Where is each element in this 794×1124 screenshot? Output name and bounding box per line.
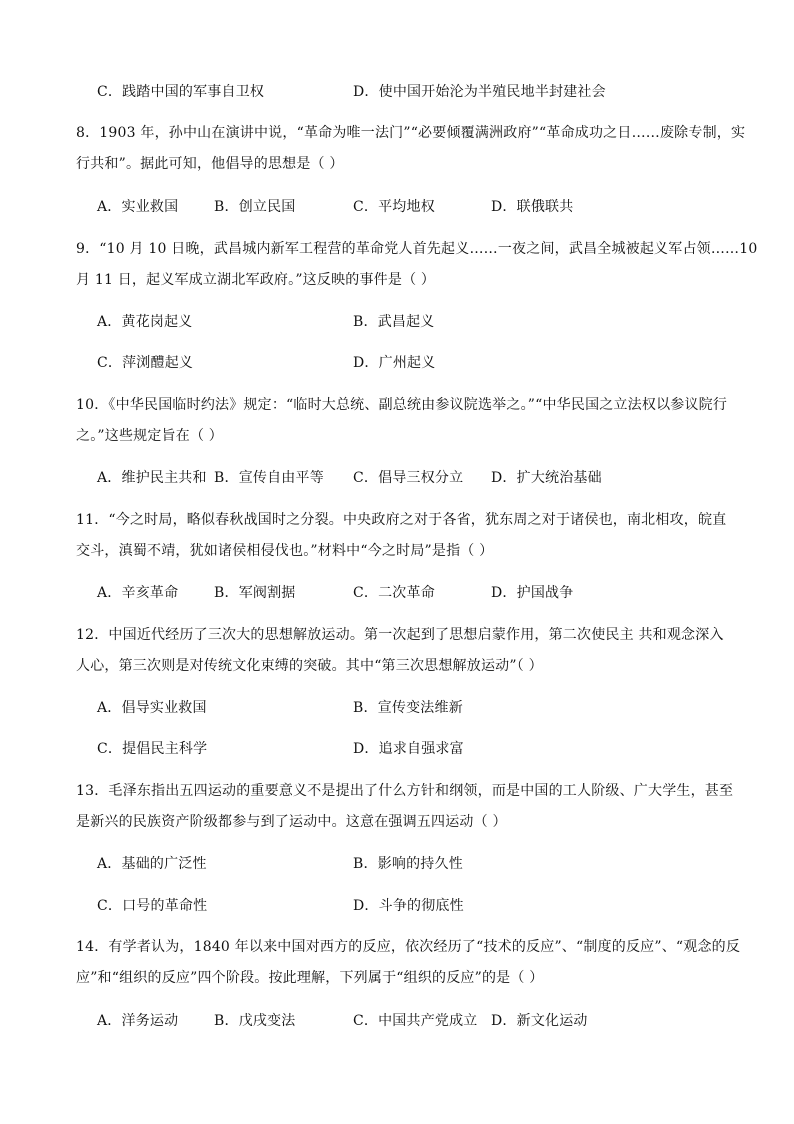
q12-stem-line2: 人心，第三次则是对传统文化束缚的突破。其中“第三次思想解放运动”（ ） [76, 658, 543, 674]
q11-stem-line1: 11．“今之时局，略似春秋战国时之分裂。中央政府之对于各省，犹东周之对于诸侯也，南北相攻，皖直 [76, 512, 727, 528]
q8-stem-line2: 行共和”。据此可知，他倡导的思想是（ ） [76, 156, 344, 172]
q8-stem-line1: 8．1903 年，孙中山在演讲中说，“革命为唯一法门”“必要倾覆满洲政府”“革命成功之日……废除专制，实 [76, 125, 746, 141]
q9-stem-line1: 9．“10 月 10 日晚，武昌城内新军工程营的革命党人首先起义……一夜之间，武昌全城被起义军占领……10 [76, 241, 758, 257]
q8-option-d[interactable]: D．联俄联共 [491, 199, 574, 215]
q7-option-d[interactable]: D．使中国开始沦为半殖民地半封建社会 [353, 84, 606, 100]
q14-option-a[interactable]: A．洋务运动 [97, 1013, 179, 1029]
q14-stem-line1: 14．有学者认为，1840 年以来中国对西方的反应，依次经历了“技术的反应”、“制度的反应”、“观念的反 [76, 939, 741, 955]
q9-option-d[interactable]: D．广州起义 [353, 355, 436, 371]
q7-option-c[interactable]: C．践踏中国的军事自卫权 [97, 84, 265, 100]
q14-option-d[interactable]: D．新文化运动 [491, 1013, 588, 1029]
q12-option-a[interactable]: A．倡导实业救国 [97, 700, 207, 716]
q12-stem-line1: 12．中国近代经历了三次大的思想解放运动。第一次起到了思想启蒙作用，第二次使民主 共和观念深入 [76, 627, 724, 643]
q11-option-d[interactable]: D．护国战争 [491, 585, 574, 601]
q10-stem-line2: 之。”这些规定旨在（ ） [76, 428, 224, 444]
q13-option-c[interactable]: C．口号的革命性 [97, 898, 208, 914]
q12-option-c[interactable]: C．提倡民主科学 [97, 741, 208, 757]
q14-option-c[interactable]: C．中国共产党成立 [353, 1013, 478, 1029]
q14-stem-line2: 应”和“组织的反应”四个阶段。按此理解，下列属于“组织的反应”的是（ ） [76, 970, 544, 986]
q9-option-c[interactable]: C．萍浏醴起义 [97, 355, 194, 371]
q10-option-a[interactable]: A．维护民主共和 [97, 470, 207, 486]
q10-option-c[interactable]: C．倡导三权分立 [353, 470, 464, 486]
q11-stem-line2: 交斗，滇蜀不靖，犹如诸侯相侵伐也。”材料中“今之时局”是指（ ） [76, 543, 494, 559]
q14-option-b[interactable]: B．戊戌变法 [214, 1013, 296, 1029]
q13-stem-line1: 13．毛泽东指出五四运动的重要意义不是提出了什么方针和纲领，而是中国的工人阶级、广大学生，甚至 [76, 783, 734, 799]
q12-option-b[interactable]: B．宣传变法维新 [353, 700, 463, 716]
q11-option-a[interactable]: A．辛亥革命 [97, 585, 179, 601]
q12-option-d[interactable]: D．追求自强求富 [353, 741, 464, 757]
q8-option-a[interactable]: A．实业救国 [97, 199, 179, 215]
q10-stem-line1: 10．《中华民国临时约法》规定：“临时大总统、副总统由参议院选举之。”“中华民国之立法权以参议院行 [76, 397, 728, 413]
q9-option-b[interactable]: B．武昌起义 [353, 314, 435, 330]
q9-option-a[interactable]: A．黄花岗起义 [97, 314, 193, 330]
q10-option-d[interactable]: D．扩大统治基础 [491, 470, 602, 486]
q10-option-b[interactable]: B．宣传自由平等 [214, 470, 324, 486]
q13-option-d[interactable]: D．斗争的彻底性 [353, 898, 464, 914]
q11-option-c[interactable]: C．二次革命 [353, 585, 435, 601]
q11-option-b[interactable]: B．军阀割据 [214, 585, 296, 601]
q8-option-c[interactable]: C．平均地权 [353, 199, 435, 215]
q9-stem-line2: 月 11 日，起义军成立湖北军政府。”这反映的事件是（ ） [76, 272, 436, 288]
q13-stem-line2: 是新兴的民族资产阶级都参与到了运动中。这意在强调五四运动（ ） [76, 814, 507, 830]
q13-option-b[interactable]: B．影响的持久性 [353, 856, 463, 872]
q13-option-a[interactable]: A．基础的广泛性 [97, 856, 207, 872]
q8-option-b[interactable]: B．创立民国 [214, 199, 296, 215]
